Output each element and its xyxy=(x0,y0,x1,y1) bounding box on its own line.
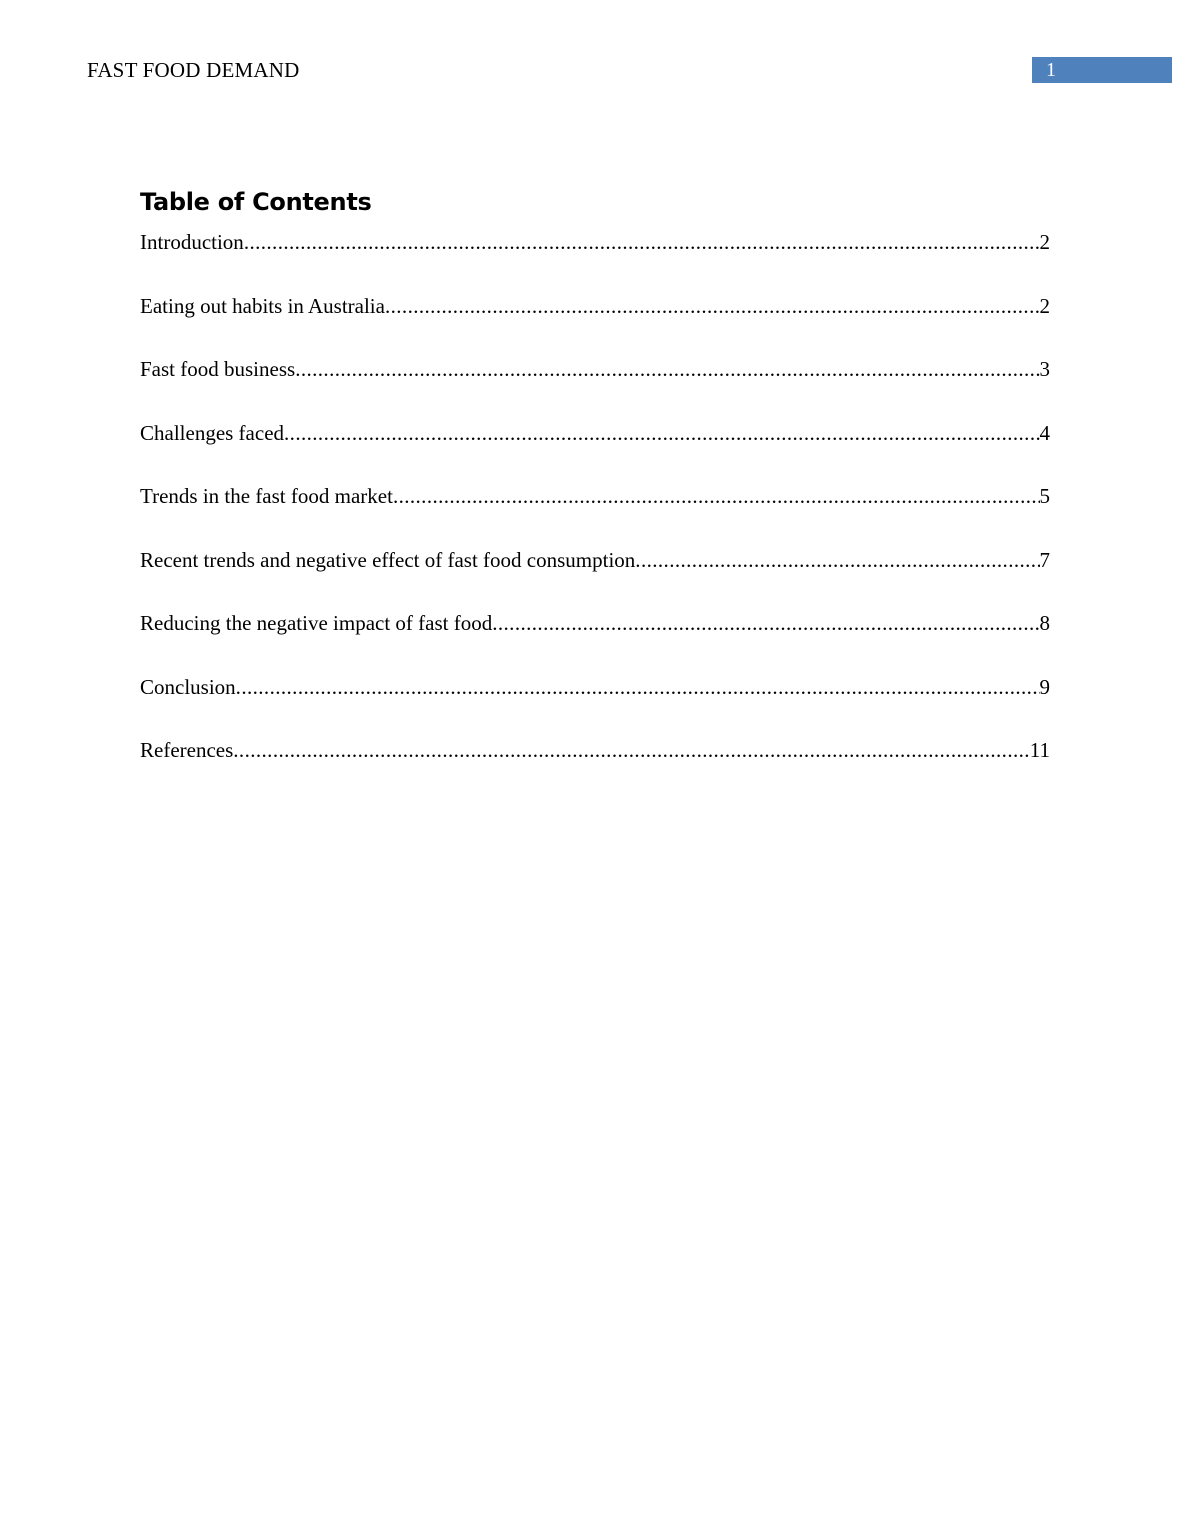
toc-entry-page: 4 xyxy=(1039,420,1050,445)
dot-leader xyxy=(295,355,1039,383)
dot-leader xyxy=(492,609,1039,637)
toc-entry-title: Introduction xyxy=(140,230,244,254)
dot-leader xyxy=(244,228,1040,256)
toc-entry-fast-food-business[interactable] xyxy=(140,355,1050,419)
toc-entry-title: Trends in the fast food market xyxy=(140,484,393,508)
toc-entry-page: 2 xyxy=(1039,293,1050,318)
toc-entry-introduction[interactable] xyxy=(140,228,1050,292)
dot-leader xyxy=(233,736,1029,764)
dot-leader xyxy=(284,419,1039,447)
dot-leader xyxy=(385,292,1040,320)
running-head: FAST FOOD DEMAND xyxy=(87,58,300,82)
page-number: 1 xyxy=(1032,57,1172,83)
toc-entry-challenges-faced[interactable] xyxy=(140,419,1050,483)
toc-entry-page: 11 xyxy=(1029,738,1050,762)
toc-entry-page: 7 xyxy=(1039,547,1050,572)
toc-entry-title: Fast food business xyxy=(140,357,296,381)
toc-entry-title: Recent trends and negative effect of fast food consumption xyxy=(140,547,636,572)
dot-leader xyxy=(236,673,1040,701)
dot-leader xyxy=(393,482,1040,510)
toc-entry-page: 5 xyxy=(1039,484,1050,508)
toc-entry-conclusion[interactable] xyxy=(140,673,1050,737)
toc-entry-title: Conclusion xyxy=(140,674,236,699)
toc-entry-page: 2 xyxy=(1039,230,1050,254)
toc-entry-title: Challenges faced xyxy=(140,420,285,445)
toc-entry-page: 3 xyxy=(1039,357,1050,381)
toc-heading: Table of Contents xyxy=(140,188,372,216)
toc-entry-reducing-negative-impact[interactable] xyxy=(140,609,1050,673)
table-of-contents xyxy=(140,184,1050,800)
toc-entry-title: Eating out habits in Australia xyxy=(140,293,385,318)
toc-entry-title: References xyxy=(140,738,234,762)
toc-entry-eating-out-habits[interactable] xyxy=(140,292,1050,356)
toc-entry-page: 8 xyxy=(1039,611,1050,635)
dot-leader xyxy=(635,546,1039,574)
toc-entry-recent-trends-negative-effect[interactable] xyxy=(140,546,1050,610)
toc-entry-page: 9 xyxy=(1039,674,1050,699)
toc-entry-trends-fast-food-market[interactable] xyxy=(140,482,1050,546)
toc-entry-title: Reducing the negative impact of fast food xyxy=(140,611,493,635)
toc-entry-references[interactable] xyxy=(140,736,1050,800)
